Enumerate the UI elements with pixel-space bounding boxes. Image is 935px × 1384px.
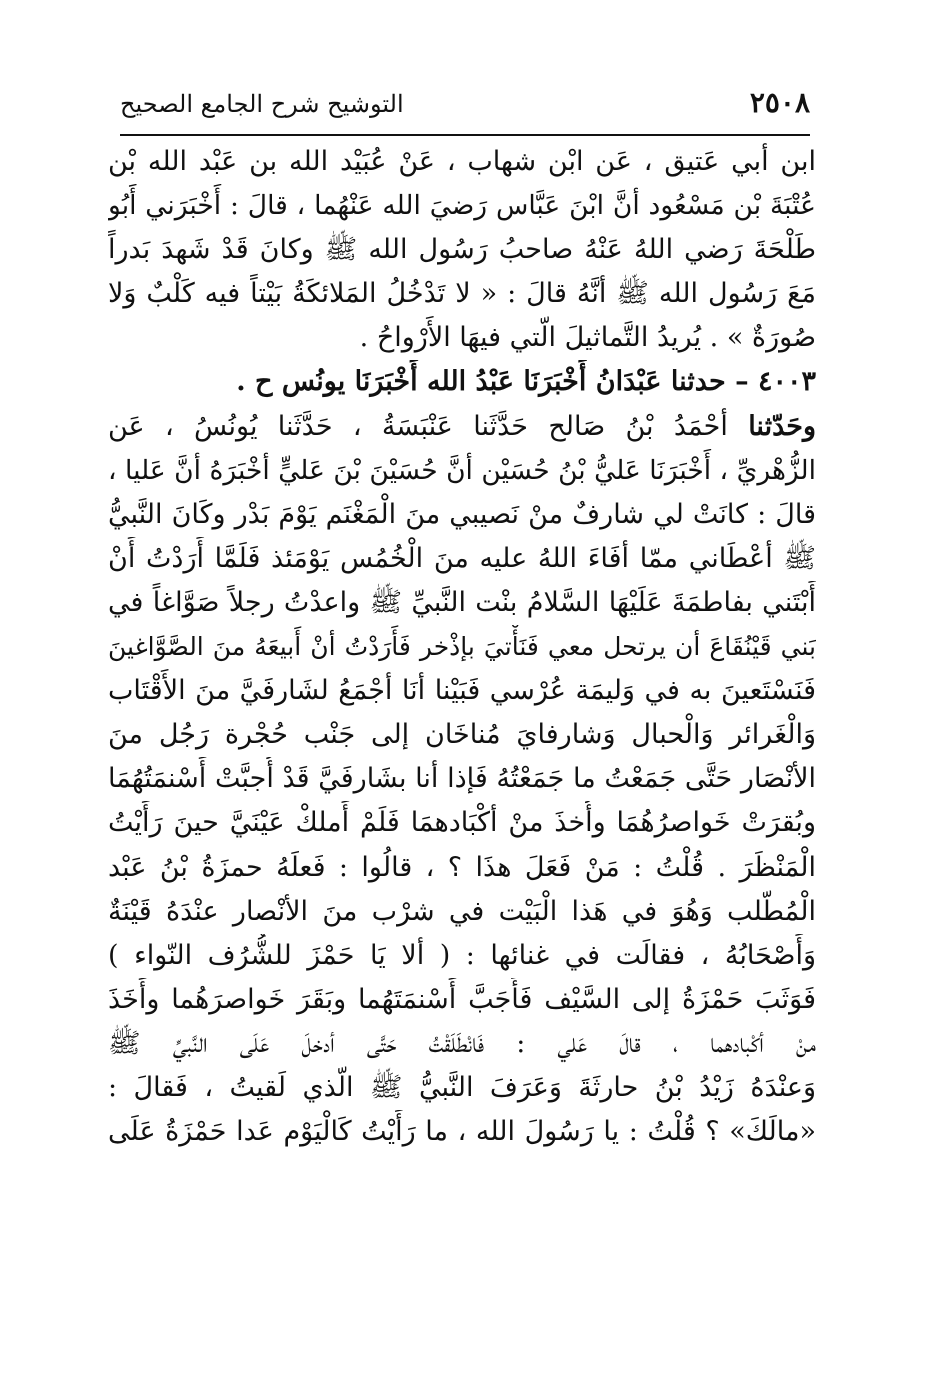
- body-text: [108, 140, 816, 1154]
- text-line: فَوَثَبَ حَمْزَةُ إلى السَّيْف فَأَجَبَّ أَسْنمَتَهُما وبَقَرَ خَواصرَهُما وأَخَذَ: [108, 983, 816, 1015]
- text-line: وحَدّثنا أحْمَدُ بْنُ صَالح حَدَّثَنا عَنْبَسَةُ ، حَدَّثَنا يُونُسُ ، عَن: [108, 410, 816, 442]
- text-line: عُتْبَةَ بْن مَسْعُود أنَّ ابْنَ عَبَّاس رَضيَ الله عَنْهُما ، قالَ : أَخْبَرَني أَبُو: [108, 190, 816, 222]
- running-title: التوشيح شرح الجامع الصحيح: [120, 90, 404, 118]
- text-line: بَني قَيْنُقَاعَ أن يرتحل معي فَنَأْتيَ بإذْخر فَأَرَدْتُ أنْ أَبيعَهُ منَ الصَّوَّاغينَ: [108, 632, 816, 662]
- hadith-heading: ٤٠٠٣ – حدثنا عَبْدَانُ أَخْبَرَنَا عَبْدُ الله أَخْبَرَنَا يونُس ح .: [236, 366, 816, 398]
- text-line: الْمَنْظَرَ . قُلْتُ : مَنْ فَعَلَ هذَا ؟ ، قالُوا : فَعلَهُ حمزَةُ بْنُ عَبْد: [108, 851, 816, 883]
- page-header: [120, 86, 810, 132]
- text-line: صُورَةٌ » . يُريدُ التَّماثيلَ الَّتي فيهَا الأَرْواحُ .: [359, 322, 816, 354]
- hadith-number: ٤٠٠٣ – حدثنا: [670, 366, 816, 398]
- text-line: الْمُطَّلب وَهُوَ في هَذا الْبَيْت في شرْب منَ الأنْصار عنْدَهُ قَيْنَةٌ: [108, 895, 816, 927]
- text-line: ابن أبي عَتيق ، عَن ابْن شهاب ، عَنْ عُبَيْد الله بن عَبْد الله بْن: [108, 146, 816, 177]
- text-line: الزُّهْريِّ ، أَخْبَرَنَا عَليُّ بْنُ حُسَيْن أنَّ حُسَيْنَ بْنَ عَليٍّ أخْبَرَهُ أنَّ عَليا ،: [108, 454, 816, 486]
- text-line: أَبْتَني بفاطمَةَ عَلَيْهَا السَّلامُ بنْت النَّبيِّ ﷺ واعدْتُ رجلاً صَوَّاغاً في: [108, 586, 816, 618]
- text-line: وَعنْدَهُ زَيْدُ بْنُ حارثَةَ وَعَرَفَ النَّبيُّ ﷺ الَّذي لَقيتُ ، فَقالَ :: [108, 1071, 816, 1103]
- text-line: «مالَكَ» ؟ قُلْتُ : يا رَسُولَ الله ، ما رَأَيْتُ كَالْيَوْم عَدا حَمْزَةُ عَلَى: [108, 1116, 816, 1148]
- text-line: الأنْصَار حَتَّى جَمَعْتُ ما جَمَعْتُهُ فَإذا أنا بشَارفَيَّ قَدْ أُجبَّتْ أَسْنمَتُهُمَا: [108, 763, 816, 795]
- text-line: منْ أكْبادهما ، قالَ عَلي : فَانْطَلَقْتُ حَتَّى أدخلَ عَلَى النَّبيِّ ﷺ: [108, 1027, 816, 1059]
- text-line: قالَ : كانَتْ لي شارفٌ منْ نَصيبي منَ الْمَغْنَم يَوْمَ بَدْر وكَانَ النَّبيُّ: [108, 498, 816, 530]
- text-line: مَعَ رَسُول الله ﷺ أنَّهُ قالَ : « لا تَدْخُلُ المَلائكَةُ بَيْتاً فيه كَلْبٌ وَلا: [108, 278, 816, 310]
- text-line: وَالْغَرائر وَالْحبال وَشارفايَ مُناخَان إلى جَنْب حُجْرة رَجُل منَ: [108, 719, 816, 751]
- text-line: فَنَسْتَعينَ به في وَليمَة عُرْسي فَبَيْنا أنَا أجْمَعُ لشَارفَيَّ منَ الأَقْتَاب: [108, 675, 816, 707]
- text-line: ﷺ أعْطَاني ممّا أفَاءَ اللهُ عليه منَ الْخُمُس يَوْمَئذ فَلَمَّا أَرَدْتُ أَنْ: [108, 542, 816, 574]
- header-rule: [120, 134, 810, 136]
- chain-lead: وحَدّثنا: [748, 410, 816, 442]
- page-number: ٢٥٠٨: [749, 86, 810, 119]
- text-line: وبُقرَتْ خَواصرُهُمَا وأُخذَ منْ أكْبَادهمَا فَلَمْ أَملكْ عَيْنَيَّ حينَ رَأَيْتُ: [108, 807, 816, 839]
- text-line: طَلْحَةَ رَضي اللهُ عَنْهُ صاحبُ رَسُول الله ﷺ وكانَ قَدْ شَهدَ بَدراً: [108, 234, 816, 266]
- text-line: وَأَصْحَابُهُ ، فقالَت في غنائها : ( ألا يَا حَمْزَ للشُّرُف النّواء ): [108, 939, 816, 971]
